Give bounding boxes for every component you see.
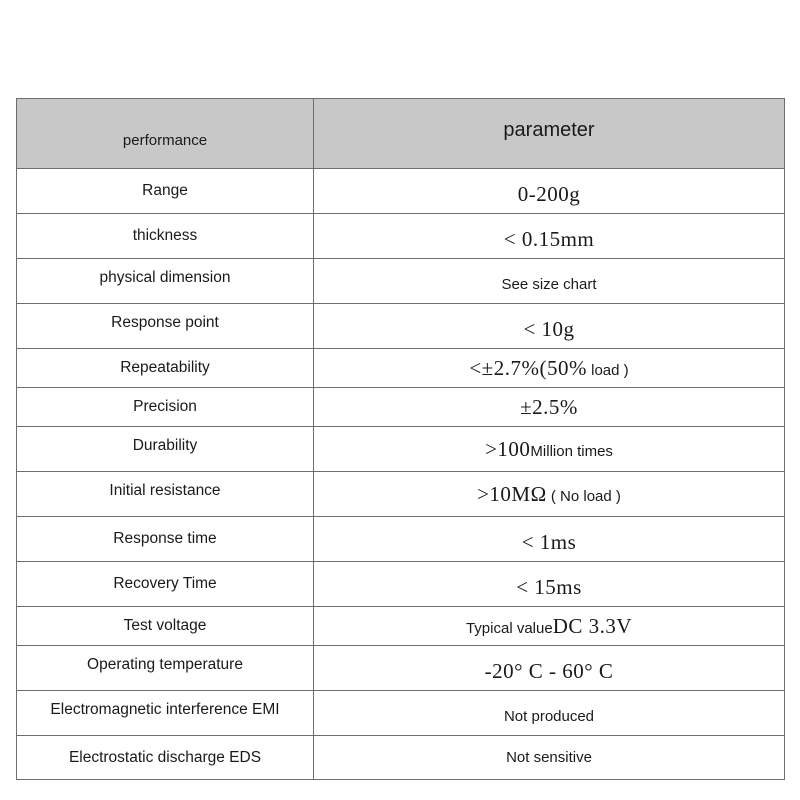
- table-row: [17, 691, 785, 736]
- value-text: < 1ms: [521, 529, 577, 554]
- value-text: <±2.7%(50%: [469, 355, 587, 380]
- table-row: [17, 607, 785, 646]
- table-row: [17, 736, 785, 780]
- value-note: Million times: [530, 442, 613, 460]
- row-value: [314, 472, 785, 517]
- row-value: [314, 214, 785, 259]
- table-row: [17, 214, 785, 259]
- row-value: [314, 736, 785, 780]
- row-label: Repeatability: [17, 349, 314, 388]
- value-text: < 0.15mm: [503, 226, 595, 251]
- value-text: Not produced: [503, 707, 595, 725]
- row-label: Test voltage: [17, 607, 314, 646]
- row-label: physical dimension: [17, 259, 314, 304]
- row-value: [314, 304, 785, 349]
- row-value: [314, 562, 785, 607]
- row-value: [314, 691, 785, 736]
- row-label: Precision: [17, 388, 314, 427]
- value-text: ±2.5%: [520, 394, 578, 419]
- row-label: Electromagnetic interference EMI: [17, 691, 314, 736]
- row-label: Operating temperature: [17, 646, 314, 691]
- row-value: [314, 169, 785, 214]
- value-text: >10MΩ: [477, 481, 547, 506]
- value-text: < 15ms: [516, 574, 582, 599]
- header-parameter: parameter: [314, 99, 785, 169]
- row-value: [314, 349, 785, 388]
- value-text: Not sensitive: [506, 749, 592, 766]
- table-row: [17, 259, 785, 304]
- value-text: >100: [485, 436, 531, 461]
- table-row: [17, 169, 785, 214]
- row-label: Range: [17, 169, 314, 214]
- value-note: Typical value: [465, 619, 553, 637]
- table-row: [17, 427, 785, 472]
- row-label: Electrostatic discharge EDS: [17, 736, 314, 780]
- value-text: DC 3.3V: [552, 613, 633, 638]
- row-label: thickness: [17, 214, 314, 259]
- table-row: [17, 304, 785, 349]
- row-value: [314, 259, 785, 304]
- value-note: load ): [591, 361, 629, 379]
- value-text: 0-200g: [517, 181, 581, 206]
- value-text: See size chart: [501, 275, 597, 293]
- value-text: < 10g: [523, 316, 575, 341]
- table-row: [17, 349, 785, 388]
- row-value: [314, 646, 785, 691]
- value-note: ( No load ): [550, 487, 621, 505]
- row-label: Recovery Time: [17, 562, 314, 607]
- table-row: [17, 517, 785, 562]
- table-row: [17, 562, 785, 607]
- table-row: [17, 388, 785, 427]
- spec-table: [16, 98, 785, 780]
- header-performance: performance: [17, 99, 314, 169]
- row-label: Durability: [17, 427, 314, 472]
- table-row: [17, 646, 785, 691]
- row-value: [314, 607, 785, 646]
- row-label: Initial resistance: [17, 472, 314, 517]
- row-label: Response point: [17, 304, 314, 349]
- row-value: [314, 517, 785, 562]
- table-row: [17, 472, 785, 517]
- row-value: [314, 427, 785, 472]
- value-text: -20° C - 60° C: [484, 658, 614, 683]
- row-label: Response time: [17, 517, 314, 562]
- header-row: [17, 99, 785, 169]
- row-value: [314, 388, 785, 427]
